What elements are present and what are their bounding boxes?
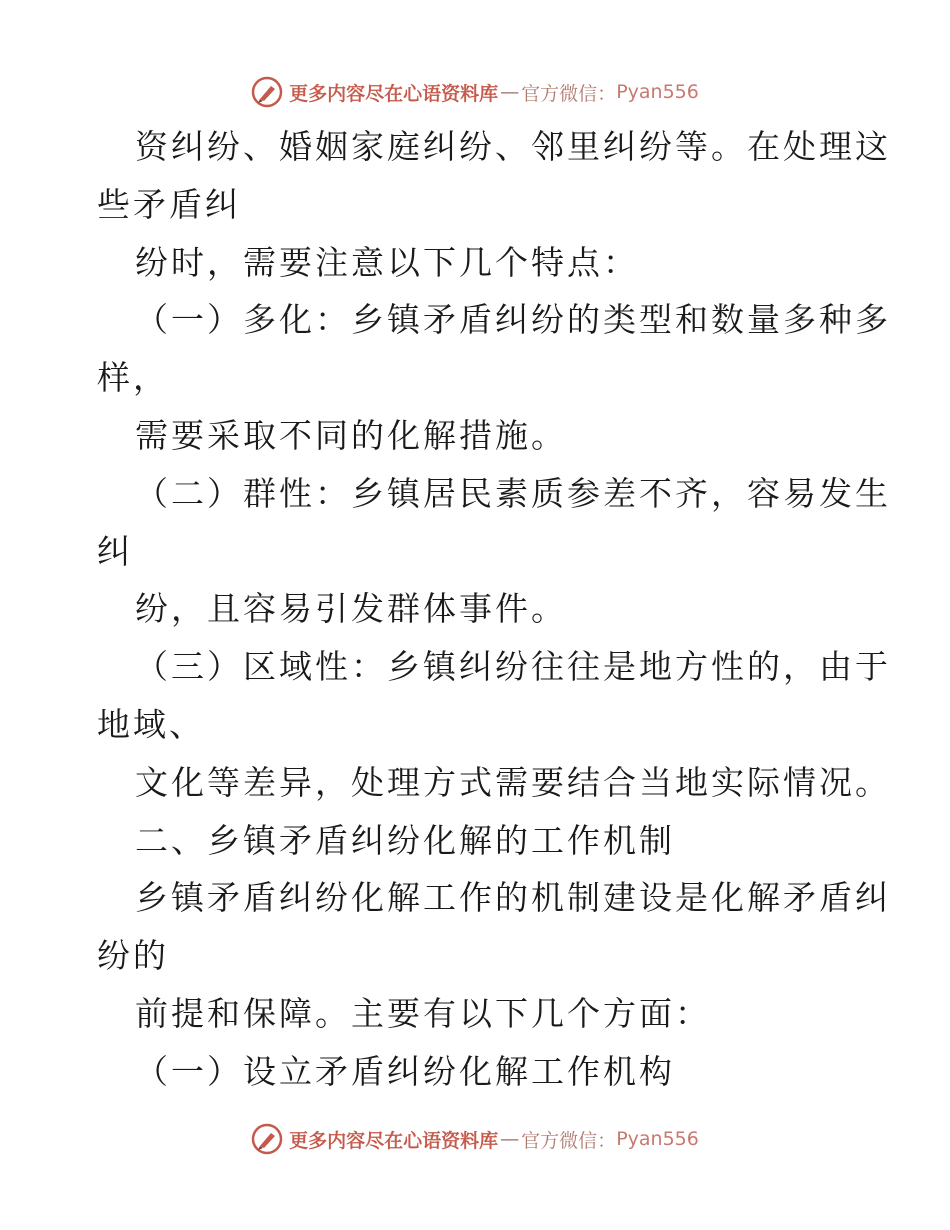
text-line: 文化等差异，处理方式需要结合当地实际情况。: [135, 762, 891, 802]
text-line: 资纠纷、婚姻家庭纠纷、邻里纠纷等。在处理这: [135, 127, 891, 166]
text-line: （一）设立矛盾纠纷化解工作机构: [135, 1051, 675, 1091]
footer-watermark-label: 官方微信：: [521, 1129, 617, 1152]
text-line: 地域、: [97, 704, 205, 744]
header-watermark-title: 更多内容尽在心语资料库: [289, 82, 499, 105]
pen-logo-icon: [251, 76, 283, 108]
text-line: 些矛盾纠: [97, 184, 241, 224]
text-line: 纷，且容易引发群体事件。: [135, 589, 567, 629]
text-line: （二）群性：乡镇居民素质参差不齐，容易发生: [135, 473, 891, 513]
text-line: 纷时，需要注意以下几个特点：: [135, 242, 639, 282]
text-line: （三）区域性：乡镇纠纷往往是地方性的，由于: [135, 647, 891, 687]
text-line: 需要采取不同的化解措施。: [135, 415, 567, 455]
footer-watermark-id: Pyan556: [616, 1128, 699, 1150]
document-body: [97, 118, 891, 1101]
text-line: 乡镇矛盾纠纷化解工作的机制建设是化解矛盾纠: [135, 878, 891, 918]
header-watermark-id: Pyan556: [616, 81, 699, 103]
footer-watermark: [0, 1119, 950, 1159]
footer-watermark-title: 更多内容尽在心语资料库: [289, 1129, 499, 1152]
text-line: 样，: [97, 358, 169, 398]
text-line: 纷的: [97, 936, 169, 976]
text-line: （一）多化：乡镇矛盾纠纷的类型和数量多种多: [135, 300, 891, 340]
text-line: 前提和保障。主要有以下几个方面：: [135, 993, 711, 1033]
text-line: 纠: [97, 531, 133, 571]
section-heading: 二、乡镇矛盾纠纷化解的工作机制: [135, 820, 675, 860]
pen-logo-icon: [251, 1123, 283, 1155]
header-watermark: [0, 72, 950, 112]
header-watermark-separator: —: [500, 81, 520, 103]
footer-watermark-separator: —: [500, 1128, 520, 1150]
header-watermark-label: 官方微信：: [521, 82, 617, 105]
